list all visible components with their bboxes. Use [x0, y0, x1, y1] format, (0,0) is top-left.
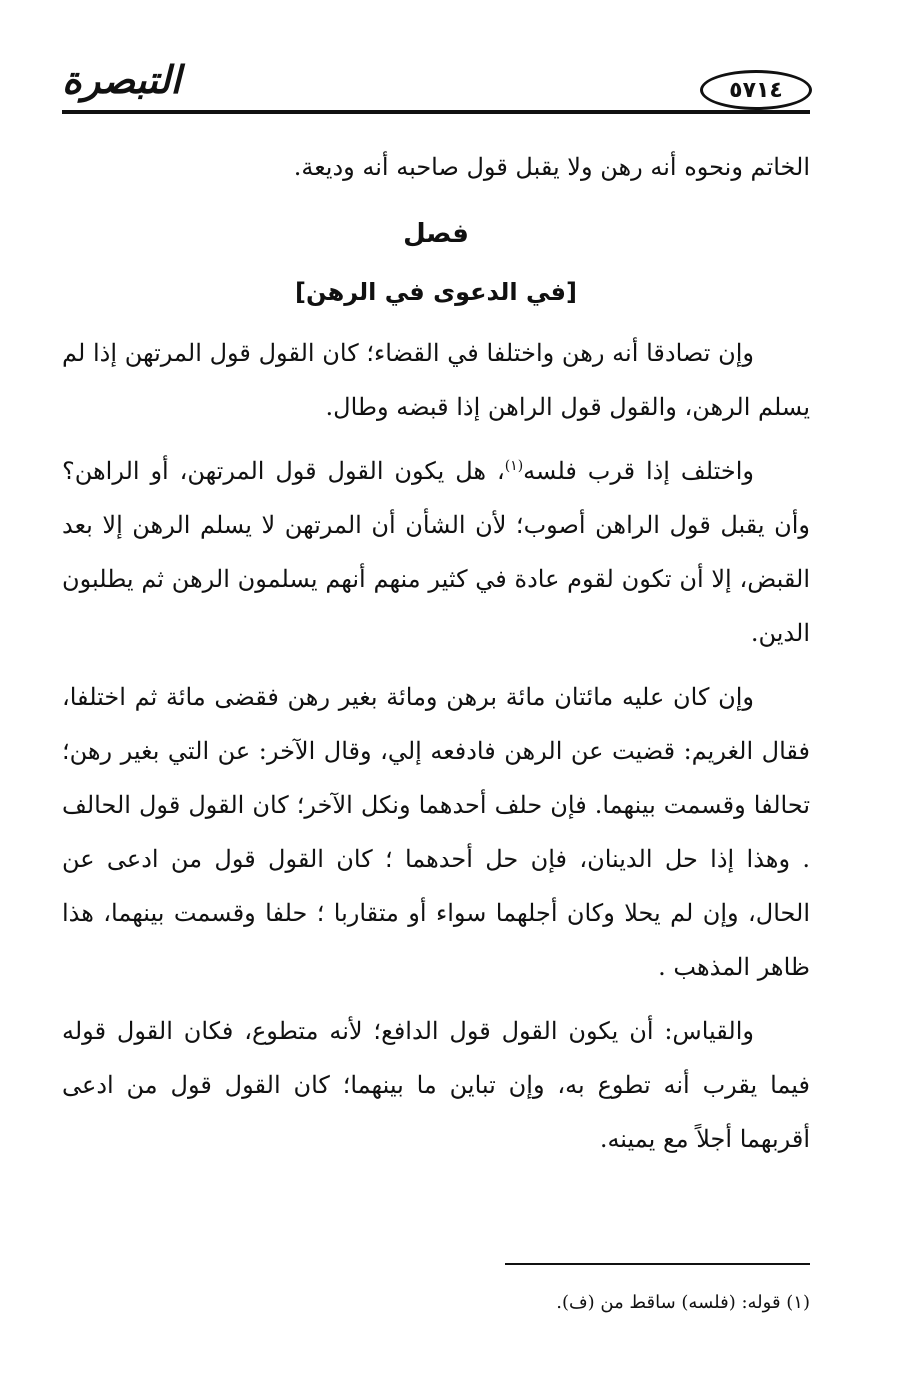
footnote-1: (١) قوله: (فلسه) ساقط من (ف).: [556, 1292, 810, 1313]
main-text: [62, 140, 810, 1176]
paragraph-2-start: واختلف إذا قرب فلسه: [523, 457, 754, 485]
page-number: ٥٧١٤: [729, 77, 783, 103]
footnote-marker[interactable]: (١): [504, 458, 524, 474]
running-title: التبصرة: [62, 58, 181, 102]
paragraph-1: وإن تصادقا أنه رهن واختلفا في القضاء؛ كان القول قول المرتهن إذا لم يسلم الرهن، والقول قول الراهن إذا قبضه وطال.: [62, 339, 810, 421]
paragraph-2: [62, 444, 810, 660]
paragraph-2-rest: ، هل يكون القول قول المرتهن، أو الراهن؟ وأن يقبل قول الراهن أصوب؛ لأن الشأن أن المرتهن لا يسلم الرهن إلا بعد القبض، إلا أن تكون لقوم عادة في كثير منهم أنهم يسلمون الرهن ثم يطلبون الدين.: [62, 457, 810, 647]
paragraph-4: والقياس: أن يكون القول قول الدافع؛ لأنه متطوع، فكان القول قوله فيما يقرب أنه تطوع به، وإن تباين ما بينهما؛ كان القول قول من ادعى أقربهما أجلاً مع يمينه.: [62, 1017, 810, 1153]
page-number-badge: [700, 70, 812, 110]
opening-line: الخاتم ونحوه أنه رهن ولا يقبل قول صاحبه أنه وديعة.: [293, 153, 810, 181]
section-title: فصل: [403, 219, 469, 249]
paragraph-3: وإن كان عليه مائتان مائة برهن ومائة بغير رهن فقضى مائة ثم اختلفا، فقال الغريم: قضيت عن الرهن فادفعه إلي، وقال الآخر: عن التي بغير رهن؛ تحالفا وقسمت بينهما. فإن حلف أحدهما ونكل الآخر؛ كان القول قول الحالف . وهذا إذا حل الدينان، فإن حل أحدهما ؛ كان القول قول من ادعى عن الحال، وإن لم يحلا وكان أجلهما سواء أو متقاربا ؛ حلفا وقسمت بينهما، هذا ظاهر المذهب .: [62, 683, 811, 981]
header-rule: [62, 110, 810, 114]
section-subtitle: [في الدعوى في الرهن]: [295, 278, 577, 306]
footnote-rule: [505, 1263, 810, 1265]
